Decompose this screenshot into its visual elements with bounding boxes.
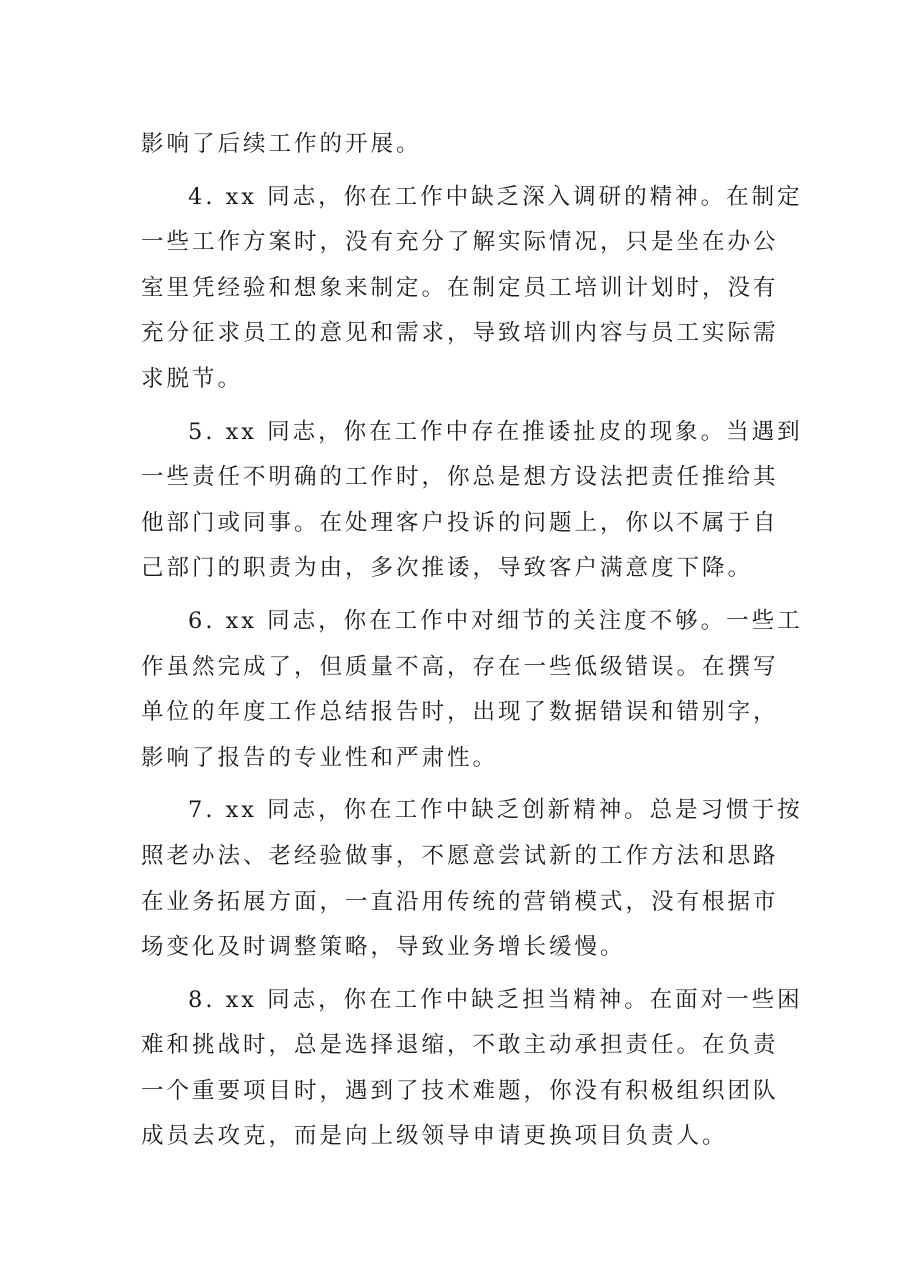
text-line: 影响了报告的专业性和严肃性。	[141, 744, 499, 771]
text-line: 难和挑战时，总是选择退缩，不敢主动承担责任。在负责	[141, 1032, 779, 1059]
text-line: 6. xx 同志，你在工作中对细节的关注度不够。一些工	[188, 607, 803, 634]
paragraph-gap	[141, 168, 781, 175]
text-line: 一些工作方案时，没有充分了解实际情况，只是坐在办公	[141, 229, 779, 256]
text-line: 充分征求员工的意见和需求，导致培训内容与员工实际需	[141, 320, 779, 347]
text-line: 在业务拓展方面，一直沿用传统的营销模式，没有根据市	[141, 888, 779, 915]
text-line: 场变化及时调整策略，导致业务增长缓慢。	[141, 934, 626, 961]
paragraph-item-8	[141, 978, 803, 1160]
paragraph-item-4	[141, 175, 803, 403]
text-line: 单位的年度工作总结报告时，出现了数据错误和错别字，	[141, 699, 779, 726]
text-line: 室里凭经验和想象来制定。在制定员工培训计划时，没有	[141, 274, 779, 301]
text-line: 一个重要项目时，遇到了技术难题，你没有积极组织团队	[141, 1077, 779, 1104]
document-body	[141, 122, 803, 1160]
paragraph-item-7	[141, 788, 803, 970]
text-line: 己部门的职责为由，多次推诿，导致客户满意度下降。	[141, 555, 754, 582]
paragraph-item-5	[141, 410, 803, 592]
text-line: 照老办法、老经验做事，不愿意尝试新的工作方法和思路	[141, 842, 779, 869]
paragraph-gap	[141, 403, 781, 410]
text-line: 作虽然完成了，但质量不高，存在一些低级错误。在撰写	[141, 653, 779, 680]
text-line: 7. xx 同志，你在工作中缺乏创新精神。总是习惯于按	[188, 797, 803, 824]
text-line: 他部门或同事。在处理客户投诉的问题上，你以不属于自	[141, 509, 779, 536]
paragraph-gap	[141, 971, 781, 978]
paragraph-item-6	[141, 599, 803, 781]
text-line: 4. xx 同志，你在工作中缺乏深入调研的精神。在制定	[188, 183, 803, 210]
paragraph-gap	[141, 781, 781, 788]
text-line: 5. xx 同志，你在工作中存在推诿扯皮的现象。当遇到	[188, 418, 803, 445]
text-line: 求脱节。	[141, 365, 244, 392]
text-line: 成员去攻克，而是向上级领导申请更换项目负责人。	[141, 1123, 728, 1150]
paragraph-continuation	[141, 122, 781, 168]
text-line: 影响了后续工作的开展。	[141, 131, 422, 157]
text-line: 8. xx 同志，你在工作中缺乏担当精神。在面对一些困	[188, 986, 803, 1013]
text-line: 一些责任不明确的工作时，你总是想方设法把责任推给其	[141, 464, 779, 491]
paragraph-gap	[141, 592, 781, 599]
